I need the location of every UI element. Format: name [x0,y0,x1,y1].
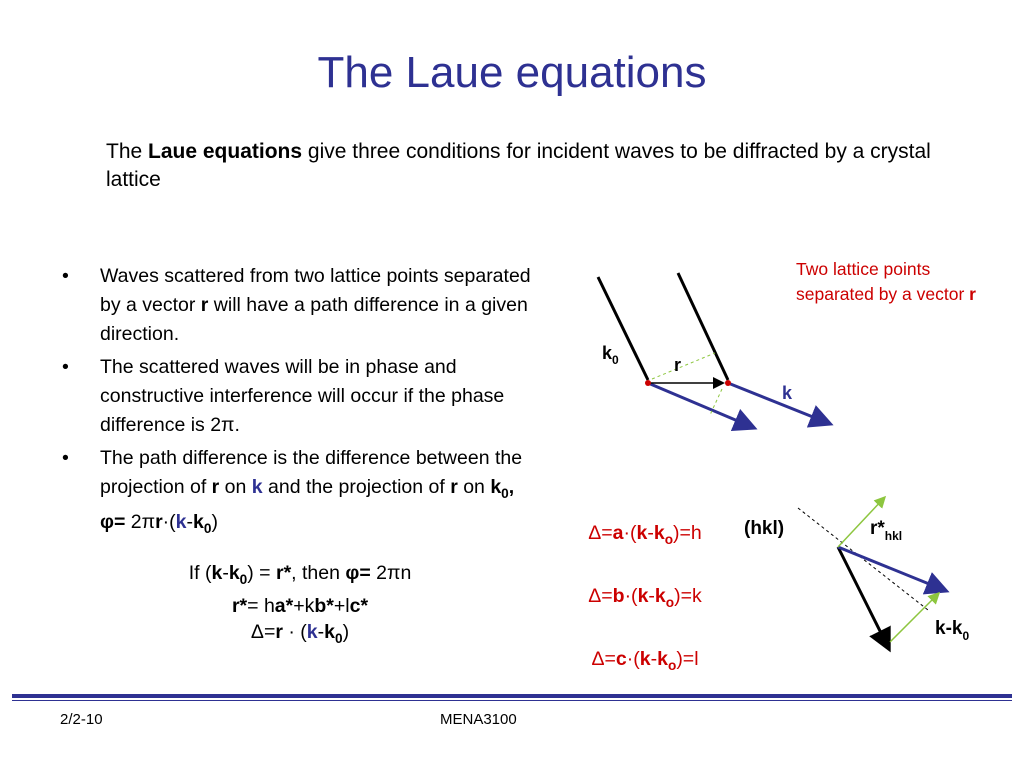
laue-equation-b [550,585,740,610]
bullet-item-3 [58,444,544,543]
vector-cstar: c* [349,594,369,617]
text-2pi: 2π [125,510,156,533]
text: Δ= [588,585,613,607]
lattice-point-1 [645,380,651,386]
vector-k0: k [654,585,666,607]
bullet-3-text: The path difference is the difference between the projection of [100,447,523,498]
close-paren: ) [211,510,218,533]
bullet-dot: • [62,447,69,469]
phi-label: , φ= [100,476,515,533]
subscript: o [664,531,674,547]
vector-r: r [275,620,283,643]
intro-rest: give three conditions for incident waves to be diffracted by a crystal lattice [106,140,931,191]
vector-k0: k [228,562,240,584]
text: ) = [247,562,276,584]
scattered-ray-2 [728,383,828,423]
minus: - [648,585,655,607]
bullet-list [58,262,544,547]
text: +k [293,594,315,617]
vector-rstar: r* [231,594,248,617]
hkl-label: (hkl) [744,518,785,539]
vector-rstar: r* [275,562,292,584]
text: )=k [674,585,702,607]
k0-label: $k_0$ [602,343,619,367]
close-paren: ) [342,620,350,643]
minus: - [186,510,194,533]
bullet-dot: • [62,265,69,287]
scattered-ray-1 [648,383,752,427]
subscript: 0 [501,485,509,501]
text: Δ= [250,620,276,643]
k-minus-k0-label: $k-k_0$ [935,618,970,643]
text: )=h [673,522,702,544]
vector-k: k [251,476,263,498]
text: · ( [282,620,307,643]
text: = h [247,594,275,617]
subscript: 0 [239,571,248,587]
subscript: 0 [203,520,212,536]
scattered-vector [838,547,944,590]
minus: - [647,522,654,544]
projection-line-1 [652,353,715,379]
text: ·( [624,585,638,607]
intro-bold: Laue equations [148,140,303,163]
vector-k0: k [324,620,335,643]
subscript: o [667,657,677,673]
caption-text: Two lattice points separated by a vector [796,259,970,304]
vector-r: r [211,476,220,498]
subscript: o [665,594,675,610]
incident-ray-2 [678,273,728,380]
footer-divider-thin [12,700,1012,701]
text: +l [333,594,350,617]
bullet-2-text: The scattered waves will be in phase and constructive interference will occur if the phase difference is 2π. [100,356,505,436]
scattering-diagram [560,255,860,445]
laue-equation-a [550,522,740,547]
vector-r: r [200,294,209,316]
incident-ray-1 [598,277,648,380]
vector-k0: k [193,510,204,533]
text: Δ= [591,648,616,670]
text-on: on [457,476,491,498]
minus: - [222,562,229,584]
text: Δ= [588,522,613,544]
reciprocal-diagram [740,490,1020,670]
vector-bstar: b* [314,594,334,617]
footer-divider [12,694,1012,698]
incident-vector [838,547,888,647]
vector: c [615,648,627,670]
slide-title: The Laue equations [317,48,707,97]
vector-astar: a* [274,594,294,617]
vector-k: k [175,510,187,533]
text: )=l [676,648,699,670]
vector: b [612,585,625,607]
footer-date: 2/2-10 [60,711,103,728]
text: ·( [623,522,637,544]
vector-k: k [639,648,651,670]
condition-block [140,560,460,652]
vector-k0: k [657,648,668,670]
bullet-3-text-mid: and the projection of [262,476,451,498]
bullet-item-2 [58,353,544,440]
dot-paren: ·( [162,510,176,533]
vector-k0: k [653,522,665,544]
minus: - [317,620,325,643]
vector-k: k [306,620,318,643]
text: ·( [626,648,640,670]
bullet-item-1 [58,262,544,349]
rstar-hkl-label: $r*_{hkl}$ [870,518,903,543]
vector: a [612,522,624,544]
r-label: r [674,355,682,375]
vector-k: k [637,585,649,607]
footer-course: MENA3100 [440,711,517,728]
minus: - [650,648,658,670]
condition-line-1 [140,560,460,593]
condition-line-2 [140,593,460,619]
laue-equation-c [550,648,740,673]
k-label: k [782,383,793,403]
k-minus-k0-vector [890,594,938,642]
subscript: 0 [334,630,343,646]
text-on: on [219,476,252,498]
vector-r: r [450,476,458,498]
bullet-dot: • [62,356,69,378]
intro-prefix: The [106,140,149,163]
condition-line-3 [140,619,460,652]
bullet-1-text-end: will have a path difference in a given direction. [100,294,528,345]
phi-label: φ= [345,562,371,584]
text: If ( [188,562,212,584]
vector-k: k [636,522,648,544]
intro-text [106,138,986,194]
vector-k: k [211,562,223,584]
vector-k0: k [490,476,502,498]
text: , then [291,562,346,584]
bullet-1-text: Waves scattered from two lattice points separated by a vector [100,265,531,316]
vector-r: r [969,284,976,304]
vector-r: r [155,510,163,533]
text: 2πn [370,562,412,584]
lattice-point-2 [725,380,731,386]
